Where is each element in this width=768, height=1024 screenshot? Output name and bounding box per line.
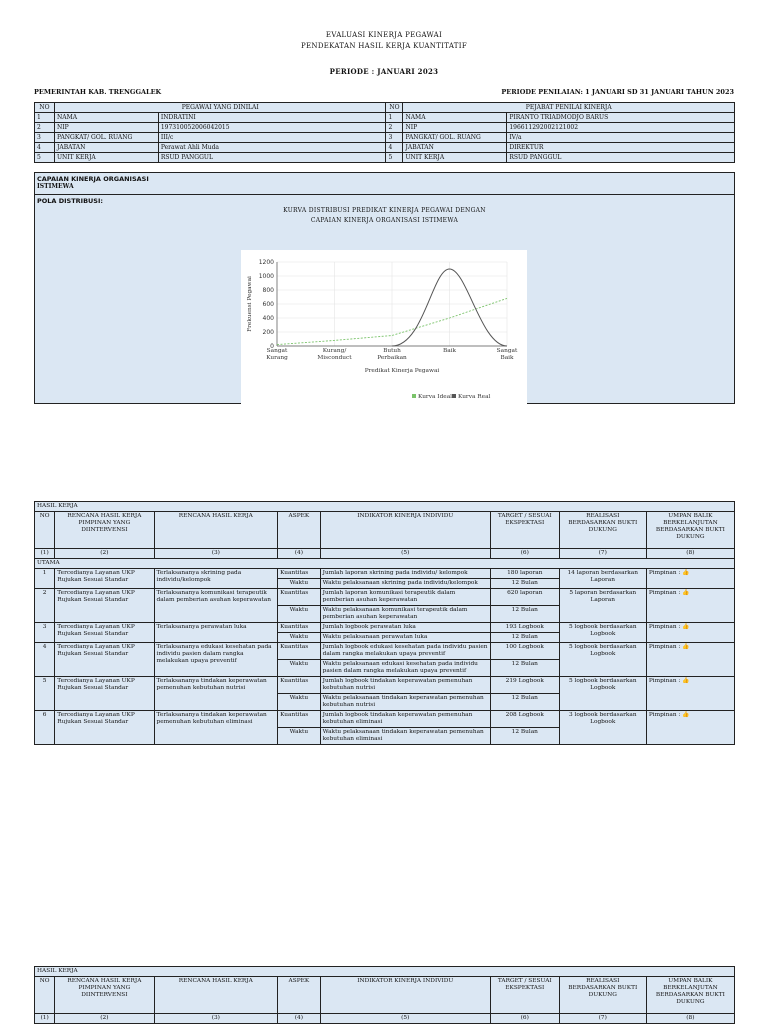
column-number: (1)	[35, 549, 55, 559]
x-tick-label: Misconduct	[317, 355, 352, 361]
column-header: RENCANA HASIL KERJA	[154, 512, 278, 549]
row-no: 3	[35, 133, 55, 143]
row-label: PANGKAT/ GOL. RUANG	[54, 133, 158, 143]
row-no: 2	[386, 123, 403, 133]
column-header: TARGET / SESUAI EKSPEKTASI	[490, 977, 559, 1014]
column-number: (3)	[154, 1014, 278, 1024]
legend-label: Kurva Ideal	[418, 394, 453, 400]
row-no: 1	[35, 569, 55, 589]
x-tick-label: Butuh	[383, 348, 401, 354]
capaian-title: CAPAIAN KINERJA ORGANISASI	[37, 175, 149, 183]
row-no: 5	[386, 153, 403, 163]
target: 193 Logbook	[490, 623, 559, 633]
realisasi: 5 logbook berdasarkan Logbook	[559, 623, 646, 643]
x-tick-label: Kurang	[266, 355, 288, 361]
table-row	[35, 569, 735, 579]
capaian-section	[34, 172, 735, 404]
umpan-balik: Pimpinan : 👍	[646, 711, 734, 745]
indikator: Jumlah logbook edukasi kesehatan pada individu pasien dalam rangka melakukan upaya preventif	[320, 643, 490, 660]
indikator: Jumlah logbook perawatan luka	[320, 623, 490, 633]
column-header: REALISASI BERDASARKAN BUKTI DUKUNG	[559, 512, 646, 549]
row-label: PANGKAT/ GOL. RUANG	[403, 133, 507, 143]
pola-title: POLA DISTRIBUSI:	[37, 197, 104, 205]
column-number: (3)	[154, 549, 278, 559]
aspek-kuantitas: Kuantitas	[278, 623, 321, 633]
row-label: UNIT KERJA	[403, 153, 507, 163]
y-axis-label: Frekuensi Pegawai	[247, 276, 253, 332]
y-tick-label: 200	[262, 329, 274, 336]
rhk: Terlaksananya edukasi kesehatan pada individu pasien dalam rangka melakukan upaya preventif	[154, 643, 278, 677]
row-label: NAMA	[54, 113, 158, 123]
column-number: (7)	[559, 1014, 646, 1024]
column-header: INDIKATOR KINERJA INDIVIDU	[320, 512, 490, 549]
doc-subtitle: PENDEKATAN HASIL KERJA KUANTITATIF	[301, 42, 467, 50]
column-number: (5)	[320, 549, 490, 559]
pejabat-nama: PIRANTO TRIADMODJO BARUS	[507, 113, 735, 123]
umpan-balik: Pimpinan : 👍	[646, 677, 734, 711]
target: 12 Bulan	[490, 633, 559, 643]
aspek-waktu: Waktu	[278, 660, 321, 677]
x-axis-label: Predikat Kinerja Pegawai	[364, 368, 440, 374]
chart-area	[241, 250, 527, 410]
column-header: UMPAN BALIK BERKELANJUTAN BERDASARKAN BUKTI DUKUNG	[646, 977, 734, 1014]
column-number: (7)	[559, 549, 646, 559]
x-tick-label: Perbaikan	[377, 355, 407, 361]
row-no: 3	[386, 133, 403, 143]
target: 620 laporan	[490, 589, 559, 606]
rhk-pimpinan: Tercedianya Layanan UKP Rujukan Sesuai Standar	[55, 643, 154, 677]
y-tick-label: 400	[262, 315, 274, 322]
aspek-kuantitas: Kuantitas	[278, 569, 321, 579]
target: 12 Bulan	[490, 728, 559, 745]
column-header: NO	[35, 977, 55, 1014]
table-row	[35, 677, 735, 694]
column-number: (8)	[646, 549, 734, 559]
distribution-chart	[241, 250, 527, 410]
umpan-balik: Pimpinan : 👍	[646, 589, 734, 623]
aspek-waktu: Waktu	[278, 633, 321, 643]
realisasi: 5 logbook berdasarkan Logbook	[559, 643, 646, 677]
hasil-kerja-title: HASIL KERJA	[35, 967, 735, 977]
umpan-balik: Pimpinan : 👍	[646, 569, 734, 589]
target: 12 Bulan	[490, 579, 559, 589]
aspek-kuantitas: Kuantitas	[278, 711, 321, 728]
hasil-kerja-title: HASIL KERJA	[35, 502, 735, 512]
aspek-kuantitas: Kuantitas	[278, 589, 321, 606]
pejabat-unit: RSUD PANGGUL	[507, 153, 735, 163]
aspek-waktu: Waktu	[278, 694, 321, 711]
row-no: 2	[35, 123, 55, 133]
column-header: RENCANA HASIL KERJA	[154, 977, 278, 1014]
row-no: 1	[35, 113, 55, 123]
realisasi: 5 laporan berdasarkan Laporan	[559, 589, 646, 623]
capaian-value: ISTIMEWA	[37, 183, 74, 190]
pola-distribusi	[35, 194, 734, 400]
column-header: ASPEK	[278, 977, 321, 1014]
identity-row	[35, 133, 735, 143]
identity-row	[35, 123, 735, 133]
table-row	[35, 589, 735, 606]
column-header: RENCANA HASIL KERJA PIMPINAN YANG DIINTERVENSI	[55, 977, 154, 1014]
row-label: NAMA	[403, 113, 507, 123]
y-tick-label: 1200	[258, 259, 274, 266]
y-tick-label: 600	[262, 301, 274, 308]
indikator: Waktu pelaksanaan edukasi kesehatan pada individu pasien dalam rangka melakukan upaya preventif	[320, 660, 490, 677]
target: 100 Logbook	[490, 643, 559, 660]
row-no: 2	[35, 589, 55, 623]
pejabat-jabatan: DIREKTUR	[507, 143, 735, 153]
aspek-waktu: Waktu	[278, 579, 321, 589]
pegawai-nip: 197310052006042015	[158, 123, 386, 133]
aspek-kuantitas: Kuantitas	[278, 643, 321, 660]
target: 12 Bulan	[490, 606, 559, 623]
x-tick-label: Sangat	[266, 348, 288, 354]
rhk: Terlaksananya tindakan keperawatan pemenuhan kebutuhan nutrisi	[154, 677, 278, 711]
row-no: 5	[35, 153, 55, 163]
rhk: Terlaksananya skrining pada individu/kelompok	[154, 569, 278, 589]
column-number: (6)	[490, 1014, 559, 1024]
legend-swatch-kurva-real	[452, 394, 456, 398]
aspek-kuantitas: Kuantitas	[278, 677, 321, 694]
target: 208 Logbook	[490, 711, 559, 728]
indikator: Jumlah laporan skrining pada individu/ kelompok	[320, 569, 490, 579]
pegawai-nama: INDRATINI	[158, 113, 386, 123]
indikator: Waktu pelaksanaan komunikasi terapeutik dalam pemberian asuhan keperawatan	[320, 606, 490, 623]
row-label: NIP	[403, 123, 507, 133]
umpan-balik: Pimpinan : 👍	[646, 623, 734, 643]
row-no: 4	[386, 143, 403, 153]
pemerintah-label: PEMERINTAH KAB. TRENGGALEK	[34, 88, 162, 96]
indikator: Waktu pelaksanaan skrining pada individu/kelompok	[320, 579, 490, 589]
pegawai-header: PEGAWAI YANG DINILAI	[54, 103, 386, 113]
rhk-pimpinan: Tercedianya Layanan UKP Rujukan Sesuai Standar	[55, 677, 154, 711]
target: 12 Bulan	[490, 694, 559, 711]
row-no: 4	[35, 143, 55, 153]
hasil-kerja-table	[34, 501, 735, 745]
table-row	[35, 711, 735, 728]
x-tick-label: Baik	[442, 348, 457, 354]
column-number: (8)	[646, 1014, 734, 1024]
indikator: Waktu pelaksanaan tindakan keperawatan pemenuhan kebutuhan nutrisi	[320, 694, 490, 711]
rhk-pimpinan: Tercedianya Layanan UKP Rujukan Sesuai Standar	[55, 711, 154, 745]
row-no: 3	[35, 623, 55, 643]
aspek-waktu: Waktu	[278, 728, 321, 745]
x-tick-label: Kurang/	[322, 348, 347, 354]
column-header: REALISASI BERDASARKAN BUKTI DUKUNG	[559, 977, 646, 1014]
target: 12 Bulan	[490, 660, 559, 677]
indikator: Jumlah logbook tindakan keperawatan pemenuhan kebutuhan eliminasi	[320, 711, 490, 728]
column-header: ASPEK	[278, 512, 321, 549]
realisasi: 14 laporan berdasarkan Laporan	[559, 569, 646, 589]
target: 219 Logbook	[490, 677, 559, 694]
row-label: UNIT KERJA	[54, 153, 158, 163]
realisasi: 3 logbook berdasarkan Logbook	[559, 711, 646, 745]
pejabat-pangkat: IV/a	[507, 133, 735, 143]
y-tick-label: 0	[270, 343, 274, 350]
column-number: (6)	[490, 549, 559, 559]
row-no: 6	[35, 711, 55, 745]
realisasi: 5 logbook berdasarkan Logbook	[559, 677, 646, 711]
column-number: (5)	[320, 1014, 490, 1024]
indikator: Jumlah laporan komunikasi terapeutik dalam pemberian asuhan keperawatan	[320, 589, 490, 606]
chart-title-1: KURVA DISTRIBUSI PREDIKAT KINERJA PEGAWAI DENGAN	[283, 207, 486, 214]
column-header: INDIKATOR KINERJA INDIVIDU	[320, 977, 490, 1014]
periode-penilaian: PERIODE PENILAIAN: 1 JANUARI SD 31 JANUARI TAHUN 2023	[501, 88, 734, 96]
column-header: RENCANA HASIL KERJA PIMPINAN YANG DIINTERVENSI	[55, 512, 154, 549]
hasil-kerja-table-2	[34, 966, 735, 1024]
periode: PERIODE : JANUARI 2023	[329, 67, 439, 76]
umpan-balik: Pimpinan : 👍	[646, 643, 734, 677]
rhk-pimpinan: Tercedianya Layanan UKP Rujukan Sesuai Standar	[55, 589, 154, 623]
row-no: 4	[35, 643, 55, 677]
column-header: UMPAN BALIK BERKELANJUTAN BERDASARKAN BUKTI DUKUNG	[646, 512, 734, 549]
rhk: Terlaksananya tindakan keperawatan pemenuhan kebutuhan eliminasi	[154, 711, 278, 745]
pegawai-unit: RSUD PANGGUL	[158, 153, 386, 163]
legend-swatch-kurva-ideal	[412, 394, 416, 398]
table-row	[35, 643, 735, 660]
identity-row	[35, 153, 735, 163]
pegawai-jabatan: Perawat Ahli Muda	[158, 143, 386, 153]
row-no: 5	[35, 677, 55, 711]
aspek-waktu: Waktu	[278, 606, 321, 623]
pejabat-header: PEJABAT PENILAI KINERJA	[403, 103, 735, 113]
no-header: NO	[386, 103, 403, 113]
rhk: Terlaksananya perawatan luka	[154, 623, 278, 643]
section-label: UTAMA	[35, 559, 735, 569]
column-number: (4)	[278, 549, 321, 559]
identity-row	[35, 113, 735, 123]
chart-title-2: CAPAIAN KINERJA ORGANISASI ISTIMEWA	[310, 217, 459, 224]
legend-label: Kurva Real	[458, 394, 491, 400]
identity-table	[34, 102, 735, 163]
rhk-pimpinan: Tercedianya Layanan UKP Rujukan Sesuai Standar	[55, 623, 154, 643]
row-label: NIP	[54, 123, 158, 133]
pegawai-pangkat: III/c	[158, 133, 386, 143]
indikator: Waktu pelaksanaan tindakan keperawatan pemenuhan kebutuhan eliminasi	[320, 728, 490, 745]
column-number: (4)	[278, 1014, 321, 1024]
column-number: (1)	[35, 1014, 55, 1024]
x-tick-label: Sangat	[496, 348, 518, 354]
no-header: NO	[35, 103, 55, 113]
y-tick-label: 800	[262, 287, 274, 294]
doc-title: EVALUASI KINERJA PEGAWAI	[325, 31, 443, 39]
identity-row	[35, 143, 735, 153]
row-no: 1	[386, 113, 403, 123]
column-header: TARGET / SESUAI EKSPEKTASI	[490, 512, 559, 549]
indikator: Waktu pelaksanaan perawatan luka	[320, 633, 490, 643]
rhk-pimpinan: Tercedianya Layanan UKP Rujukan Sesuai Standar	[55, 569, 154, 589]
row-label: JABATAN	[54, 143, 158, 153]
indikator: Jumlah logbook tindakan keperawatan pemenuhan kebutuhan nutrisi	[320, 677, 490, 694]
target: 180 laporan	[490, 569, 559, 579]
column-header: NO	[35, 512, 55, 549]
row-label: JABATAN	[403, 143, 507, 153]
column-number: (2)	[55, 549, 154, 559]
pejabat-nip: 196611292002121002	[507, 123, 735, 133]
rhk: Terlaksananya komunikasi terapeutik dalam pemberian asuhan keperawatan	[154, 589, 278, 623]
y-tick-label: 1000	[258, 273, 274, 280]
x-tick-label: Baik	[500, 355, 514, 361]
table-row	[35, 623, 735, 633]
column-number: (2)	[55, 1014, 154, 1024]
